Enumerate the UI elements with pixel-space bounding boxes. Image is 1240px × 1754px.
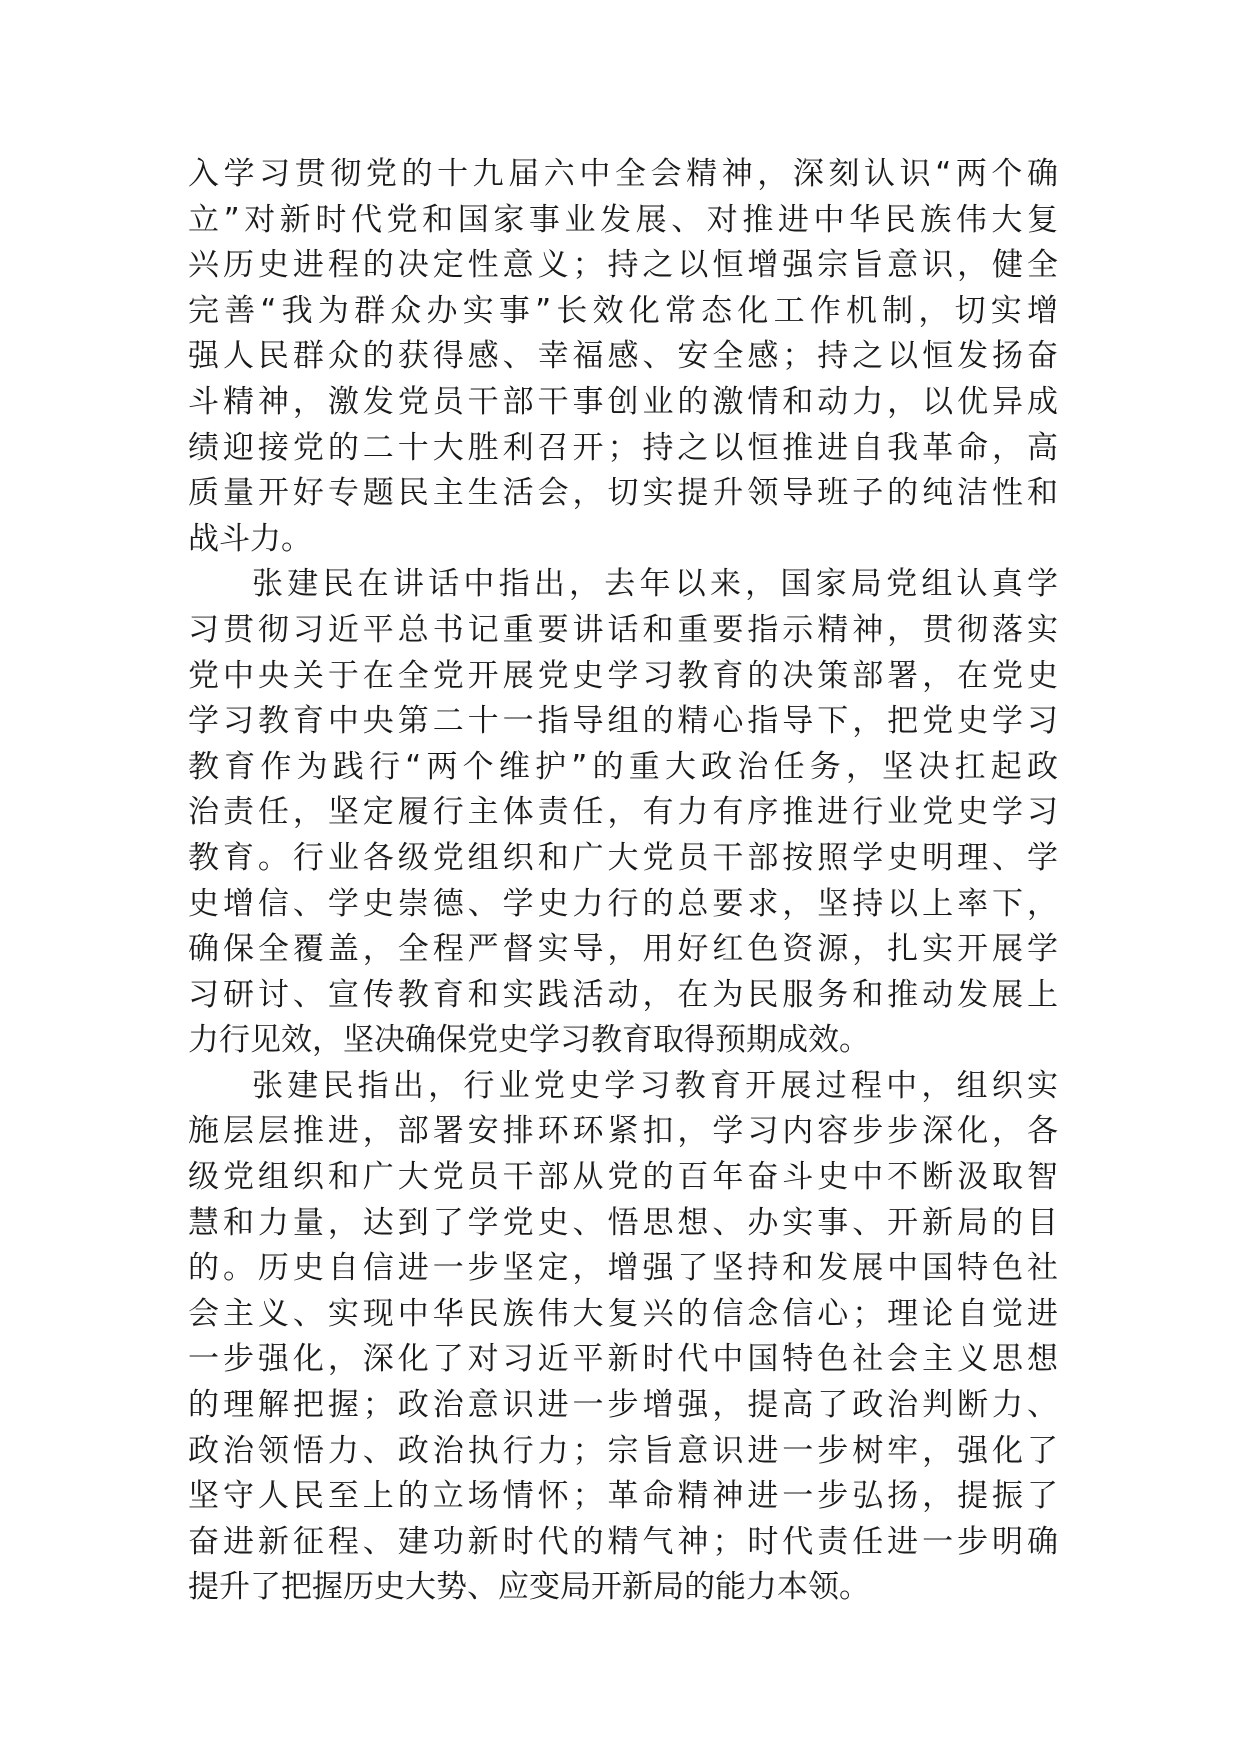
text-line: 强人民群众的获得感、幸福感、安全感；持之以恒发扬奋 xyxy=(188,338,1058,375)
text-line: 张建民在讲话中指出，去年以来，国家局党组认真学 xyxy=(252,566,1058,603)
text-line: 奋进新征程、建功新时代的精气神；时代责任进一步明确 xyxy=(188,1523,1058,1560)
text-line: 质量开好专题民主生活会，切实提升领导班子的纯洁性和 xyxy=(188,475,1058,512)
text-line: 力行见效，坚决确保党史学习教育取得预期成效。 xyxy=(188,1022,870,1059)
text-line: 的。历史自信进一步坚定，增强了坚持和发展中国特色社 xyxy=(188,1250,1058,1287)
text-line: 史增信、学史崇德、学史力行的总要求，坚持以上率下， xyxy=(188,885,1058,922)
text-line: 提升了把握历史大势、应变局开新局的能力本领。 xyxy=(188,1569,870,1606)
text-line: 坚守人民至上的立场情怀；革命精神进一步弘扬，提振了 xyxy=(188,1478,1058,1515)
text-line: 教育。行业各级党组织和广大党员干部按照学史明理、学 xyxy=(188,839,1058,876)
body-text xyxy=(188,152,1058,1611)
text-line: 入学习贯彻党的十九届六中全会精神，深刻认识“两个确 xyxy=(188,156,1058,192)
text-line: 政治领悟力、政治执行力；宗旨意识进一步树牢，强化了 xyxy=(188,1432,1058,1469)
text-line: 级党组织和广大党员干部从党的百年奋斗史中不断汲取智 xyxy=(188,1159,1058,1196)
text-line: 完善“我为群众办实事”长效化常态化工作机制，切实增 xyxy=(188,292,1058,329)
text-line: 施层层推进，部署安排环环紧扣，学习内容步步深化，各 xyxy=(188,1113,1058,1150)
text-line: 张建民指出，行业党史学习教育开展过程中，组织实 xyxy=(252,1067,1058,1104)
text-line: 教育作为践行“两个维护”的重大政治任务，坚决扛起政 xyxy=(188,748,1058,785)
text-line: 习贯彻习近平总书记重要讲话和重要指示精神，贯彻落实 xyxy=(188,611,1058,648)
text-line: 习研讨、宣传教育和实践活动，在为民服务和推动发展上 xyxy=(188,976,1058,1013)
text-line: 的理解把握；政治意识进一步增强，提高了政治判断力、 xyxy=(188,1387,1058,1424)
text-line: 会主义、实现中华民族伟大复兴的信念信心；理论自觉进 xyxy=(188,1295,1058,1332)
text-line: 慧和力量，达到了学党史、悟思想、办实事、开新局的目 xyxy=(188,1204,1058,1241)
text-line: 确保全覆盖，全程严督实导，用好红色资源，扎实开展学 xyxy=(188,931,1058,968)
text-line: 立”对新时代党和国家事业发展、对推进中华民族伟大复 xyxy=(188,201,1058,238)
text-line: 兴历史进程的决定性意义；持之以恒增强宗旨意识，健全 xyxy=(188,247,1058,284)
text-line: 战斗力。 xyxy=(188,520,312,557)
text-line: 治责任，坚定履行主体责任，有力有序推进行业党史学习 xyxy=(188,794,1058,831)
text-line: 党中央关于在全党开展党史学习教育的决策部署，在党史 xyxy=(188,657,1058,694)
text-line: 斗精神，激发党员干部干事创业的激情和动力，以优异成 xyxy=(188,383,1058,420)
text-line: 学习教育中央第二十一指导组的精心指导下，把党史学习 xyxy=(188,703,1058,740)
text-line: 绩迎接党的二十大胜利召开；持之以恒推进自我革命，高 xyxy=(188,429,1058,466)
text-line: 一步强化，深化了对习近平新时代中国特色社会主义思想 xyxy=(188,1341,1058,1378)
